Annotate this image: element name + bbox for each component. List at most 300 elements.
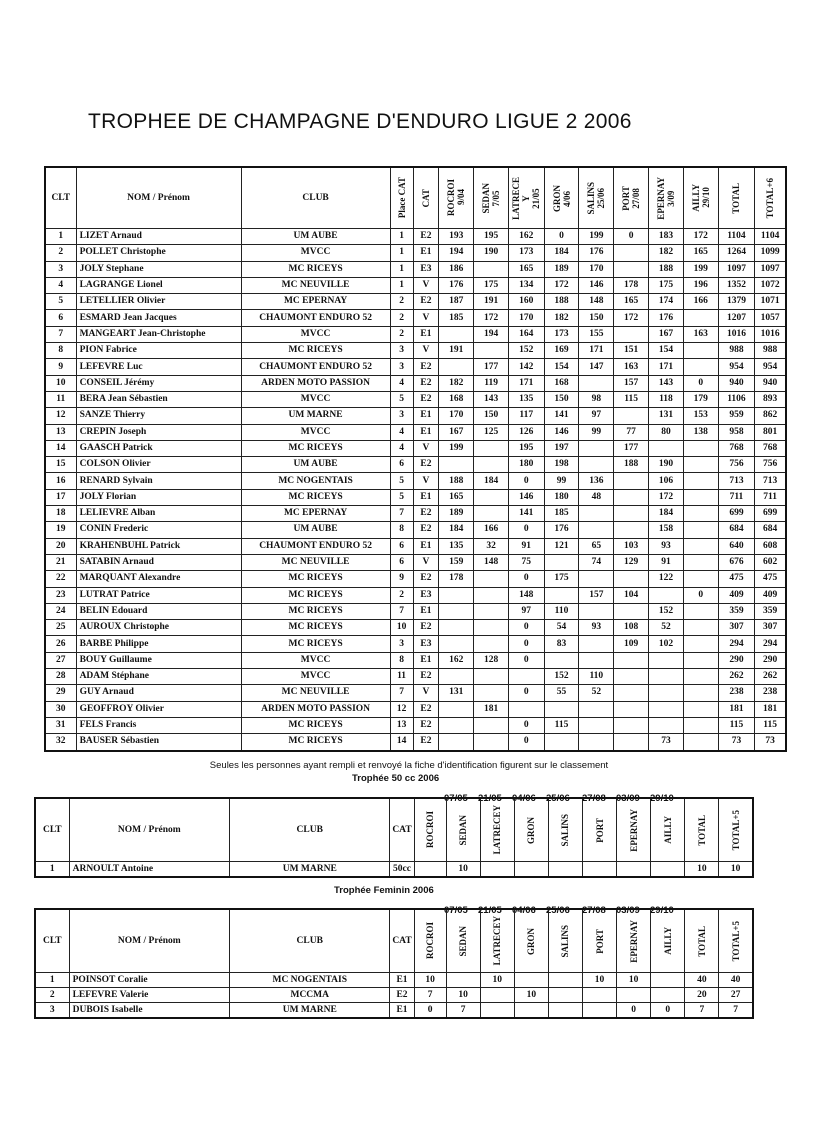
table-cell xyxy=(474,440,509,456)
table-cell: 125 xyxy=(474,424,509,440)
table-cell: E1 xyxy=(413,326,439,342)
table-cell xyxy=(474,620,509,636)
table-cell: 175 xyxy=(649,277,684,293)
table-cell: 18 xyxy=(45,506,76,522)
table-cell xyxy=(439,457,474,473)
table-cell: LAGRANGE Lionel xyxy=(76,277,241,293)
table-cell: 3 xyxy=(390,408,413,424)
table-cell xyxy=(579,457,614,473)
table-cell: 73 xyxy=(649,734,684,751)
table-cell xyxy=(439,587,474,603)
table-cell xyxy=(582,862,616,878)
table-cell: 1 xyxy=(390,261,413,277)
table-row xyxy=(45,652,786,668)
header-cell: CAT xyxy=(390,798,414,862)
table-cell: 32 xyxy=(474,538,509,554)
table-cell: 27 xyxy=(45,652,76,668)
table-cell: 138 xyxy=(683,424,718,440)
table-cell xyxy=(544,554,579,570)
table-cell: 9 xyxy=(45,359,76,375)
table-cell: 142 xyxy=(509,359,545,375)
table-cell: ADAM Stéphane xyxy=(76,669,241,685)
table-cell: 102 xyxy=(649,636,684,652)
table-cell: 5 xyxy=(45,294,76,310)
table-cell: 121 xyxy=(544,538,579,554)
table-cell: 131 xyxy=(649,408,684,424)
table-row xyxy=(45,294,786,310)
table-cell: 129 xyxy=(614,554,649,570)
table-cell: E1 xyxy=(413,489,439,505)
table-cell xyxy=(480,988,514,1003)
table-cell: 1379 xyxy=(718,294,755,310)
table-cell: 188 xyxy=(649,261,684,277)
table-cell: 173 xyxy=(509,245,545,261)
table-cell: MCCMA xyxy=(230,988,390,1003)
table-cell: 166 xyxy=(474,522,509,538)
table-cell: 187 xyxy=(439,294,474,310)
event-date: 29/10 xyxy=(650,793,674,804)
header-label: GRON 4/06 xyxy=(551,184,572,212)
table-cell xyxy=(548,973,582,988)
event-date: 25/06 xyxy=(546,793,570,804)
table-cell: 307 xyxy=(718,620,755,636)
table-cell: LELIEVRE Alban xyxy=(76,506,241,522)
table-cell: MANGEART Jean-Christophe xyxy=(76,326,241,342)
table-cell xyxy=(683,603,718,619)
header-cell xyxy=(446,798,480,862)
table-cell xyxy=(683,685,718,701)
table-cell: 409 xyxy=(755,587,786,603)
table-cell: BOUY Guillaume xyxy=(76,652,241,668)
table-cell: 106 xyxy=(649,473,684,489)
table-cell: 150 xyxy=(579,310,614,326)
header-cell xyxy=(439,167,474,229)
header-cell xyxy=(683,167,718,229)
table-cell: E2 xyxy=(413,391,439,407)
header-cell: CAT xyxy=(390,909,414,973)
header-cell xyxy=(582,798,616,862)
table-cell: 5 xyxy=(390,473,413,489)
table-cell: 1207 xyxy=(718,310,755,326)
table-cell: 148 xyxy=(474,554,509,570)
table-cell xyxy=(480,1003,514,1019)
table-cell: SATABIN Arnaud xyxy=(76,554,241,570)
table-cell: PION Fabrice xyxy=(76,343,241,359)
table-cell: 893 xyxy=(755,391,786,407)
table-cell: 676 xyxy=(718,554,755,570)
header-label: SEDAN xyxy=(458,814,469,846)
table-cell: 110 xyxy=(544,603,579,619)
table-cell: 1057 xyxy=(755,310,786,326)
table-cell: 1 xyxy=(45,229,76,245)
table-cell: MC EPERNAY xyxy=(241,506,390,522)
table-cell: 158 xyxy=(649,522,684,538)
table-cell: 409 xyxy=(718,587,755,603)
table-cell: 184 xyxy=(544,245,579,261)
table-cell xyxy=(474,669,509,685)
table-cell: 768 xyxy=(718,440,755,456)
header-cell xyxy=(544,167,579,229)
table-cell xyxy=(683,457,718,473)
header-cell: NOM / Prénom xyxy=(69,909,229,973)
header-cell xyxy=(579,167,614,229)
table-cell: 110 xyxy=(579,669,614,685)
table-cell: 154 xyxy=(544,359,579,375)
table-cell: 172 xyxy=(474,310,509,326)
table-cell: 48 xyxy=(579,489,614,505)
table-cell: 160 xyxy=(509,294,545,310)
table-cell: 83 xyxy=(544,636,579,652)
table-cell: 713 xyxy=(755,473,786,489)
header-label: EPERNAY xyxy=(628,919,639,963)
table-cell: 20 xyxy=(685,988,719,1003)
table-cell: MVCC xyxy=(241,326,390,342)
table-cell: 175 xyxy=(474,277,509,293)
table-cell: BERA Jean Sébastien xyxy=(76,391,241,407)
table-cell xyxy=(683,701,718,717)
table-cell: 1104 xyxy=(718,229,755,245)
table-cell: E2 xyxy=(413,669,439,685)
table-row xyxy=(45,717,786,733)
table-cell: V xyxy=(413,554,439,570)
table-cell: 3 xyxy=(390,343,413,359)
table-cell: 756 xyxy=(755,457,786,473)
event-date: 21/05 xyxy=(478,793,502,804)
table-cell xyxy=(439,326,474,342)
table-cell xyxy=(683,717,718,733)
table-cell: 134 xyxy=(509,277,545,293)
table-cell: 174 xyxy=(649,294,684,310)
table-cell: 21 xyxy=(45,554,76,570)
table-cell: 2 xyxy=(35,988,69,1003)
header-label: GRON xyxy=(526,927,537,955)
table-cell xyxy=(474,734,509,751)
table-cell xyxy=(439,717,474,733)
table-cell: 195 xyxy=(474,229,509,245)
table-cell: 0 xyxy=(509,571,545,587)
table-cell: 0 xyxy=(683,587,718,603)
table-cell: 0 xyxy=(544,229,579,245)
table-cell: 188 xyxy=(439,473,474,489)
table-cell: 189 xyxy=(439,506,474,522)
table-cell: 10 xyxy=(446,862,480,878)
table-cell: 958 xyxy=(718,424,755,440)
table-cell: E2 xyxy=(413,734,439,751)
table-cell: 180 xyxy=(509,457,545,473)
table-cell: 1072 xyxy=(755,277,786,293)
header-label: TOTAL+6 xyxy=(765,177,776,219)
table-row xyxy=(45,701,786,717)
table-cell: 6 xyxy=(45,310,76,326)
table-cell: 99 xyxy=(544,473,579,489)
table-cell: 290 xyxy=(755,652,786,668)
table-cell: 602 xyxy=(755,554,786,570)
table-cell: 152 xyxy=(649,603,684,619)
table-cell: 0 xyxy=(414,1003,446,1019)
header-label: PORT xyxy=(594,928,605,954)
table-cell: 7 xyxy=(719,1003,753,1019)
table-cell: UM AUBE xyxy=(241,457,390,473)
table-cell xyxy=(474,587,509,603)
table-cell: ESMARD Jean Jacques xyxy=(76,310,241,326)
table-cell: 10 xyxy=(685,862,719,878)
table-cell: 17 xyxy=(45,489,76,505)
table-cell: 159 xyxy=(439,554,474,570)
table-cell: 143 xyxy=(474,391,509,407)
table-cell: 93 xyxy=(579,620,614,636)
header-cell xyxy=(719,798,753,862)
table-cell: 4 xyxy=(390,440,413,456)
table-cell: 7 xyxy=(45,326,76,342)
table-cell: 196 xyxy=(683,277,718,293)
table-cell xyxy=(614,473,649,489)
table-cell: MC RICEYS xyxy=(241,587,390,603)
table-cell: LETELLIER Olivier xyxy=(76,294,241,310)
table-row xyxy=(45,440,786,456)
table-cell xyxy=(683,652,718,668)
table-cell: 188 xyxy=(614,457,649,473)
table-row xyxy=(45,603,786,619)
header-label: CAT xyxy=(420,188,431,208)
table-cell: 198 xyxy=(544,457,579,473)
header-cell xyxy=(509,167,545,229)
header-cell xyxy=(480,798,514,862)
header-label: SALINS xyxy=(560,813,571,847)
table-cell: 109 xyxy=(614,636,649,652)
table-cell: 170 xyxy=(579,261,614,277)
table-cell xyxy=(514,973,548,988)
table-cell xyxy=(651,973,685,988)
table-cell: 193 xyxy=(439,229,474,245)
table-row xyxy=(35,1003,753,1019)
table-cell: GAASCH Patrick xyxy=(76,440,241,456)
table-cell: 75 xyxy=(509,554,545,570)
table-cell xyxy=(614,245,649,261)
table-cell: 15 xyxy=(45,457,76,473)
table-cell: 97 xyxy=(509,603,545,619)
table-cell: 0 xyxy=(509,685,545,701)
table-cell: 3 xyxy=(45,261,76,277)
table-cell: 194 xyxy=(474,326,509,342)
table-cell: 954 xyxy=(755,359,786,375)
header-label: TOTAL+5 xyxy=(730,809,741,851)
table-cell: 0 xyxy=(651,1003,685,1019)
header-cell xyxy=(617,909,651,973)
table-cell: 93 xyxy=(649,538,684,554)
table-cell xyxy=(544,587,579,603)
header-label: SEDAN 7/05 xyxy=(481,182,502,214)
table-cell: 6 xyxy=(390,538,413,554)
event-date: 27/08 xyxy=(582,905,606,916)
table-cell: MC RICEYS xyxy=(241,717,390,733)
table-cell xyxy=(579,636,614,652)
table-cell xyxy=(548,988,582,1003)
table-cell xyxy=(514,1003,548,1019)
header-cell xyxy=(446,909,480,973)
table-cell xyxy=(614,603,649,619)
table-cell: MC RICEYS xyxy=(241,636,390,652)
table-cell xyxy=(614,652,649,668)
event-date: 21/05 xyxy=(478,905,502,916)
table-cell: 152 xyxy=(544,669,579,685)
header-label: AILLY xyxy=(662,927,673,955)
table-cell xyxy=(439,701,474,717)
table-cell xyxy=(683,734,718,751)
table-cell: POINSOT Coralie xyxy=(69,973,229,988)
header-label: AILLY xyxy=(662,816,673,844)
table-cell: 475 xyxy=(718,571,755,587)
event-date: 07/05 xyxy=(444,793,468,804)
table-cell: 191 xyxy=(474,294,509,310)
table-row xyxy=(45,343,786,359)
table-cell: 25 xyxy=(45,620,76,636)
table-cell: 141 xyxy=(509,506,545,522)
table-cell: 182 xyxy=(544,310,579,326)
table-cell: E1 xyxy=(413,408,439,424)
table-row xyxy=(45,408,786,424)
table-cell: 238 xyxy=(755,685,786,701)
trophy50-table xyxy=(34,797,754,878)
table-cell: 148 xyxy=(579,294,614,310)
table-row xyxy=(35,988,753,1003)
table-cell: 1097 xyxy=(755,261,786,277)
table-cell: MARQUANT Alexandre xyxy=(76,571,241,587)
table-cell: 7 xyxy=(390,506,413,522)
table-cell: 199 xyxy=(579,229,614,245)
table-cell: 1106 xyxy=(718,391,755,407)
table-cell: 155 xyxy=(579,326,614,342)
table-cell: 176 xyxy=(439,277,474,293)
table-cell: 4 xyxy=(45,277,76,293)
table-cell: 0 xyxy=(509,522,545,538)
trophy50-title: Trophée 50 cc 2006 xyxy=(352,773,440,784)
table-cell: 22 xyxy=(45,571,76,587)
table-cell: 684 xyxy=(718,522,755,538)
table-cell: 74 xyxy=(579,554,614,570)
table-cell: E2 xyxy=(413,359,439,375)
table-cell: MC NEUVILLE xyxy=(241,554,390,570)
table-cell xyxy=(614,408,649,424)
table-cell: 11 xyxy=(390,669,413,685)
table-cell: 99 xyxy=(579,424,614,440)
table-cell xyxy=(582,988,616,1003)
table-cell: E1 xyxy=(413,538,439,554)
table-cell: 24 xyxy=(45,603,76,619)
table-cell: 5 xyxy=(390,489,413,505)
table-cell: 172 xyxy=(649,489,684,505)
table-cell: 176 xyxy=(649,310,684,326)
table-cell: 10 xyxy=(582,973,616,988)
table-cell: LEFEVRE Luc xyxy=(76,359,241,375)
table-cell: 157 xyxy=(579,587,614,603)
table-cell xyxy=(480,862,514,878)
table-cell: E1 xyxy=(413,652,439,668)
table-cell: 172 xyxy=(683,229,718,245)
table-cell: MC RICEYS xyxy=(241,343,390,359)
table-cell xyxy=(474,685,509,701)
table-cell: 153 xyxy=(683,408,718,424)
table-cell: 170 xyxy=(509,310,545,326)
table-cell: 32 xyxy=(45,734,76,751)
table-cell: 1352 xyxy=(718,277,755,293)
table-cell: 146 xyxy=(579,277,614,293)
table-cell: 150 xyxy=(474,408,509,424)
table-cell xyxy=(474,571,509,587)
table-cell: 98 xyxy=(579,391,614,407)
table-cell xyxy=(474,717,509,733)
table-cell: MC RICEYS xyxy=(241,261,390,277)
table-cell: MC NOGENTAIS xyxy=(241,473,390,489)
table-cell: 7 xyxy=(685,1003,719,1019)
table-cell: 154 xyxy=(649,343,684,359)
table-cell: GEOFFROY Olivier xyxy=(76,701,241,717)
table-cell: 8 xyxy=(390,652,413,668)
table-cell xyxy=(579,734,614,751)
table-cell: 163 xyxy=(683,326,718,342)
header-label: ROCROI 9/04 xyxy=(446,179,467,217)
event-date: 04/06 xyxy=(512,793,536,804)
table-cell: 262 xyxy=(755,669,786,685)
table-row xyxy=(45,506,786,522)
table-row xyxy=(35,862,753,878)
table-cell: 11 xyxy=(45,391,76,407)
table-cell: 0 xyxy=(509,734,545,751)
header-cell xyxy=(548,798,582,862)
table-cell: 182 xyxy=(649,245,684,261)
table-cell: 8 xyxy=(45,343,76,359)
table-cell: MC NOGENTAIS xyxy=(230,973,390,988)
header-label: TOTAL xyxy=(696,925,707,957)
table-cell: 180 xyxy=(544,489,579,505)
table-cell xyxy=(683,506,718,522)
header-cell xyxy=(651,798,685,862)
table-cell: 177 xyxy=(474,359,509,375)
table-cell xyxy=(649,669,684,685)
table-cell: E1 xyxy=(390,1003,414,1019)
table-cell: 711 xyxy=(755,489,786,505)
table-cell: 12 xyxy=(390,701,413,717)
table-cell: 3 xyxy=(390,636,413,652)
table-cell: 73 xyxy=(718,734,755,751)
table-cell xyxy=(683,620,718,636)
table-row xyxy=(45,229,786,245)
table-cell: 91 xyxy=(649,554,684,570)
table-cell xyxy=(614,571,649,587)
event-date: 29/10 xyxy=(650,905,674,916)
table-cell: E3 xyxy=(413,261,439,277)
header-cell xyxy=(614,167,649,229)
table-cell: 55 xyxy=(544,685,579,701)
table-cell: 146 xyxy=(544,424,579,440)
table-cell: 162 xyxy=(509,229,545,245)
table-cell xyxy=(614,506,649,522)
table-cell: 10 xyxy=(446,988,480,1003)
table-row xyxy=(45,277,786,293)
header-label: TOTAL+5 xyxy=(730,920,741,962)
event-date: 04/06 xyxy=(512,905,536,916)
table-cell: 3 xyxy=(390,359,413,375)
table-cell: 190 xyxy=(474,245,509,261)
table-cell: 756 xyxy=(718,457,755,473)
table-cell: 307 xyxy=(755,620,786,636)
table-cell: 171 xyxy=(509,375,545,391)
table-cell: 699 xyxy=(718,506,755,522)
table-cell: 165 xyxy=(509,261,545,277)
table-cell: 50cc xyxy=(390,862,414,878)
table-cell: 194 xyxy=(439,245,474,261)
table-cell xyxy=(683,669,718,685)
table-cell: 7 xyxy=(446,1003,480,1019)
